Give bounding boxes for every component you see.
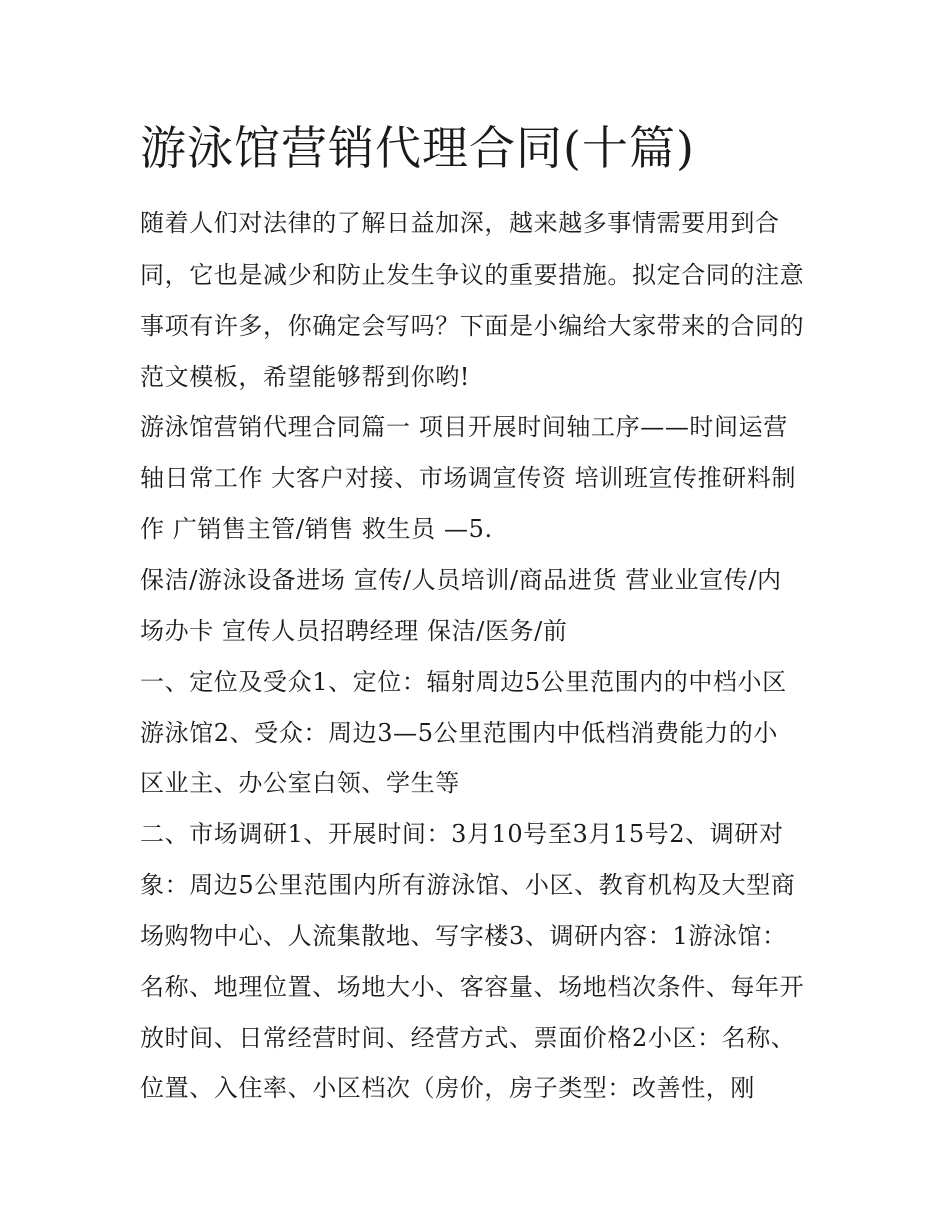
body-line: 范文模板，希望能够帮到你哟! [140,363,471,391]
document-title: 游泳馆营销代理合同(十篇) [140,121,695,175]
body-line: 象：周边5公里范围内所有游泳馆、小区、教育机构及大型商 [140,871,796,899]
body-line: 放时间、日常经营时间、经营方式、票面价格2小区：名称、 [140,1024,796,1052]
body-line: 轴日常工作 大客户对接、市场调宣传资 培训班宣传推研料制 [140,464,797,492]
body-line: 场办卡 宣传人员招聘经理 保洁/医务/前 [140,617,568,645]
body-line: 作 广销售主管/销售 救生员 —5. [140,515,493,543]
body-line: 同，它也是减少和防止发生争议的重要措施。拟定合同的注意 [140,261,805,289]
body-line: 一、定位及受众1、定位：辐射周边5公里范围内的中档小区 [140,668,787,696]
body-line: 二、市场调研1、开展时间：3月10号至3月15号2、调研对 [140,820,784,848]
body-line: 名称、地理位置、场地大小、客容量、场地档次条件、每年开 [140,973,805,1001]
body-line: 保洁/游泳设备进场 宣传/人员培训/商品进货 营业业宣传/内 [140,566,782,594]
body-line: 场购物中心、人流集散地、写字楼3、调研内容：1游泳馆： [140,922,787,950]
body-line: 游泳馆2、受众：周边3—5公里范围内中低档消费能力的小 [140,719,779,747]
body-line: 事项有许多，你确定会写吗？下面是小编给大家带来的合同的 [140,312,805,340]
body-line: 游泳馆营销代理合同篇一 项目开展时间轴工序——时间运营 [140,413,788,441]
body-line: 随着人们对法律的了解日益加深，越来越多事情需要用到合 [140,209,780,237]
body-line: 区业主、办公室白领、学生等 [140,769,460,797]
body-line: 位置、入住率、小区档次（房价，房子类型：改善性，刚 [140,1074,755,1102]
